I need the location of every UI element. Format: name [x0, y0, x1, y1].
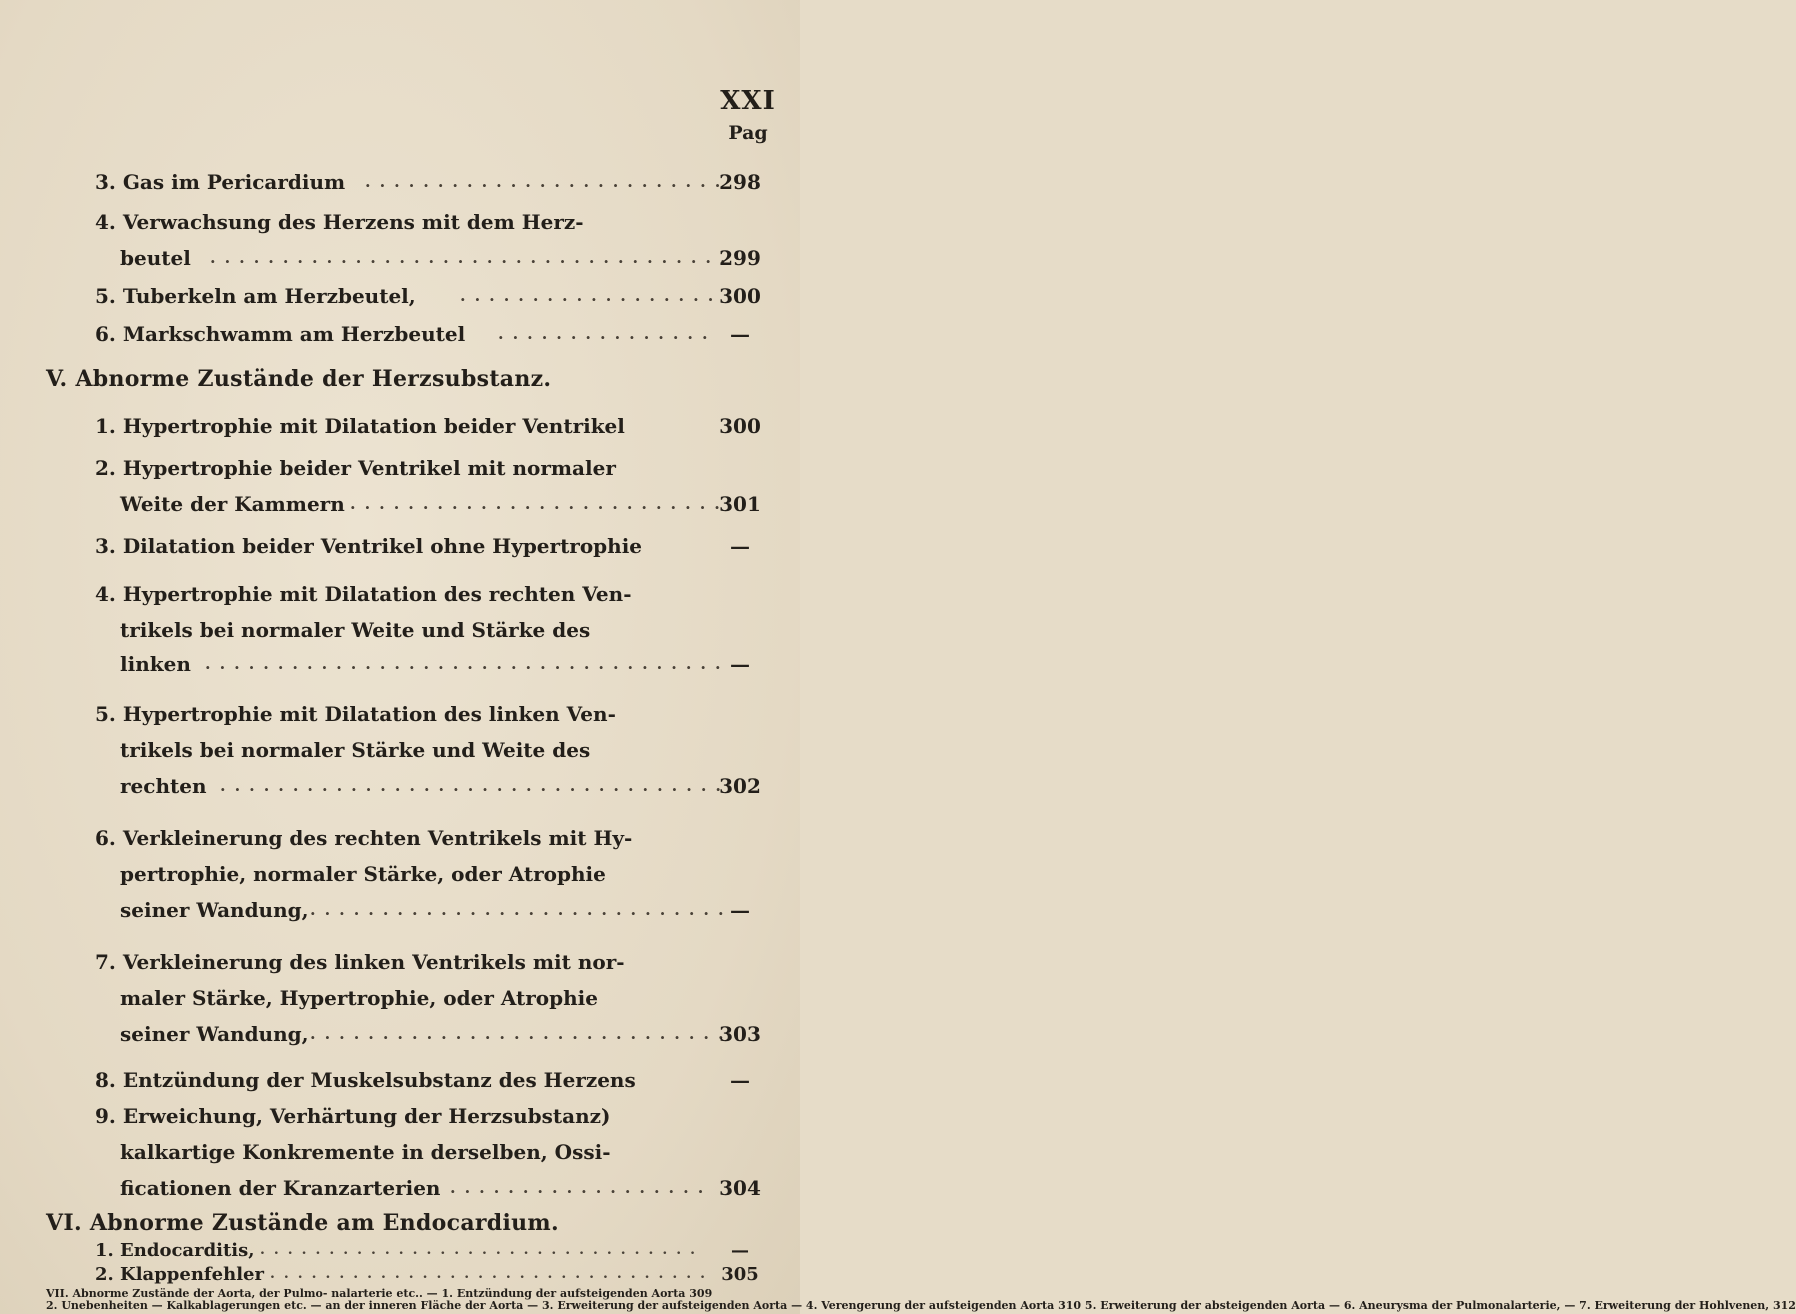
section-v-item-1: 1. Hypertrophie mit Dilatation beider Ventrikel [95, 414, 625, 438]
section-v-item-8: 8. Entzündung der Muskelsubstanz des Herzens [95, 1068, 636, 1092]
page-number: 312 [1772, 1299, 1796, 1312]
page-number: — [527, 1299, 539, 1312]
section-v-item-9-line1: 9. Erweichung, Verhärtung der Herzsubstanz) [95, 1104, 611, 1128]
section-vii-item-2-line2: der inneren Fläche der Aorta [344, 1299, 524, 1312]
page-number: 299 [719, 246, 761, 270]
section-vi-item-1: 1. Endocarditis, [95, 1240, 255, 1261]
page-roman-numeral: XXI [720, 86, 776, 116]
section-v-item-3: 3. Dilatation beider Ventrikel ohne Hypertrophie [95, 534, 643, 558]
section-v-item-9-line3: ficationen der Kranzarterien [120, 1176, 441, 1200]
entry-verwachsung-line1: 4. Verwachsung des Herzens mit dem Herz- [95, 210, 584, 234]
section-vii-heading-line2: nalarterie etc.. [331, 1287, 423, 1300]
page-number: — [730, 534, 750, 558]
section-vii-item-2-line1: 2. Unebenheiten — Kalkablagerungen etc. — an [46, 1299, 341, 1312]
section-vii-block [46, 1287, 1796, 1312]
entry-gas-pericardium: 3. Gas im Pericardium [95, 170, 346, 194]
section-v-item-7-line3: seiner Wandung, [120, 1022, 309, 1046]
leader-dots: .................................... [205, 654, 730, 673]
section-vi-item-2: 2. Klappenfehler [95, 1264, 264, 1285]
leader-dots: ................................... [220, 776, 730, 795]
page-number: 310 [1058, 1299, 1082, 1312]
leader-dots: ......................... [365, 172, 730, 191]
section-v-item-5-line1: 5. Hypertrophie mit Dilatation des linken Ven- [95, 702, 616, 726]
entry-markschwamm: 6. Markschwamm am Herzbeutel [95, 322, 466, 346]
leader-dots: ............................. [310, 900, 733, 919]
page-number: 300 [719, 414, 761, 438]
leader-dots: .......................... [350, 494, 729, 513]
section-v-item-2-line2: Weite der Kammern [120, 492, 345, 516]
page-number: 304 [719, 1176, 761, 1200]
page-number: 305 [721, 1264, 759, 1285]
leader-dots: ............... [498, 324, 717, 343]
page-number: 303 [719, 1022, 761, 1046]
page-number: — [1564, 1299, 1576, 1312]
leader-dots: .................. [450, 1178, 713, 1197]
page-number: 300 [719, 284, 761, 308]
page-number: — [1328, 1299, 1340, 1312]
page-number: 298 [719, 170, 761, 194]
page-number: 301 [719, 492, 761, 516]
page-number: — [730, 652, 750, 676]
section-v-item-6-line3: seiner Wandung, [120, 898, 309, 922]
section-v-item-7-line1: 7. Verkleinerung des linken Ventrikels mit nor- [95, 950, 625, 974]
section-v-item-4-line3: linken [120, 652, 191, 676]
entry-verwachsung-line2: beutel [120, 246, 191, 270]
section-v-item-4-line1: 4. Hypertrophie mit Dilatation des rechten Ven- [95, 582, 632, 606]
leader-dots: ............................. [310, 1024, 733, 1043]
section-v-item-9-line2: kalkartige Konkremente in derselben, Ossi- [120, 1140, 611, 1164]
section-v-item-2-line1: 2. Hypertrophie beider Ventrikel mit normaler [95, 456, 616, 480]
leader-dots: .................................... [210, 248, 735, 267]
page-number: 309 [689, 1287, 713, 1300]
entry-tuberkeln: 5. Tuberkeln am Herzbeutel, [95, 284, 416, 308]
section-vii-item-4: 4. Verengerung der aufsteigenden Aorta [805, 1299, 1055, 1312]
section-vii-item-6: 6. Aneurysma der Pulmonalarterie, [1343, 1299, 1561, 1312]
leader-dots: .................. [460, 286, 723, 305]
section-v-item-6-line1: 6. Verkleinerung des rechten Ventrikels mit Hy- [95, 826, 633, 850]
section-v-item-5-line3: rechten [120, 774, 207, 798]
section-v-item-4-line2: trikels bei normaler Weite und Stärke des [120, 618, 591, 642]
page-number: 302 [719, 774, 761, 798]
section-vii-item-7: 7. Erweiterung der Hohlvenen, [1579, 1299, 1770, 1312]
section-v-item-7-line2: maler Stärke, Hypertrophie, oder Atrophie [120, 986, 598, 1010]
pag-column-label: Pag [728, 122, 768, 144]
page-number: — [730, 1068, 750, 1092]
section-vii-heading-line1: VII. Abnorme Zustände der Aorta, der Pulmo- [46, 1287, 328, 1300]
section-v-item-5-line2: trikels bei normaler Stärke und Weite des [120, 738, 591, 762]
section-vii-item-1: 1. Entzündung der aufsteigenden Aorta [441, 1287, 686, 1300]
section-vii-item-5: 5. Erweiterung der absteigenden Aorta [1084, 1299, 1326, 1312]
page-number: — [731, 1240, 749, 1261]
page-number: — [730, 322, 750, 346]
section-v-item-6-line2: pertrophie, normaler Stärke, oder Atrophie [120, 862, 606, 886]
page-number: — [730, 898, 750, 922]
section-vii-item-3: 3. Erweiterung der aufsteigenden Aorta [542, 1299, 788, 1312]
leader-dots: ................................ [260, 1242, 704, 1258]
page-number: — [791, 1299, 803, 1312]
section-vi-heading: VI. Abnorme Zustände am Endocardium. [46, 1210, 559, 1236]
leader-dots: ................................ [270, 1266, 714, 1282]
section-v-heading: V. Abnorme Zustände der Herzsubstanz. [46, 366, 552, 392]
page-number: — [426, 1287, 438, 1300]
